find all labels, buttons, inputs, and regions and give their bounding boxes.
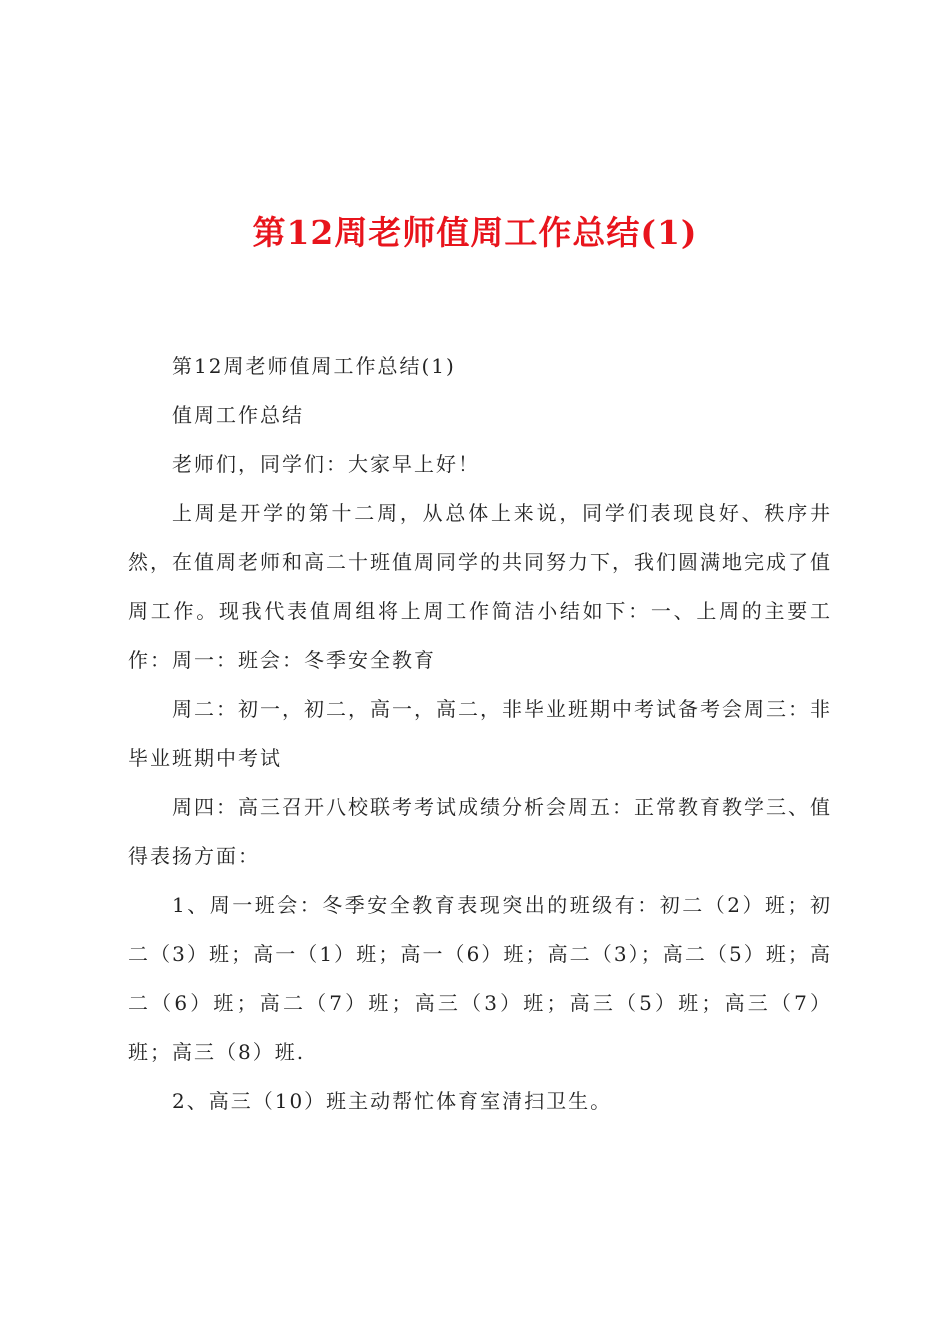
- document-body: [128, 342, 832, 1126]
- paragraph-summary: 上周是开学的第十二周，从总体上来说，同学们表现良好、秩序井然，在值周老师和高二十班值周同学的共同努力下，我们圆满地完成了值周工作。现我代表值周组将上周工作简洁小结如下：一、上周的主要工作：周一：班会：冬季安全教育: [128, 501, 832, 672]
- paragraph-subtitle: 值周工作总结: [172, 403, 304, 427]
- document-title: 第12周老师值周工作总结(1): [252, 213, 698, 252]
- paragraph-tuesday: 周二：初一，初二，高一，高二，非毕业班期中考试备考会周三：非毕业班期中考试: [128, 697, 832, 770]
- paragraph-heading-repeat: 第12周老师值周工作总结(1): [172, 354, 456, 378]
- paragraph-thursday: 周四：高三召开八校联考考试成绩分析会周五：正常教育教学三、值得表扬方面：: [128, 795, 832, 868]
- paragraph-praise-2: 2、高三（10）班主动帮忙体育室清扫卫生。: [172, 1089, 613, 1113]
- paragraph-greeting: 老师们，同学们：大家早上好！: [172, 452, 480, 476]
- paragraph-praise-1: 1、周一班会：冬季安全教育表现突出的班级有：初二（2）班；初二（3）班；高一（1）班；高一（6）班；高二（3）；高二（5）班；高二（6）班；高二（7）班；高三（3）班；高三（5）班；高三（7）班；高三（8）班.: [128, 893, 832, 1064]
